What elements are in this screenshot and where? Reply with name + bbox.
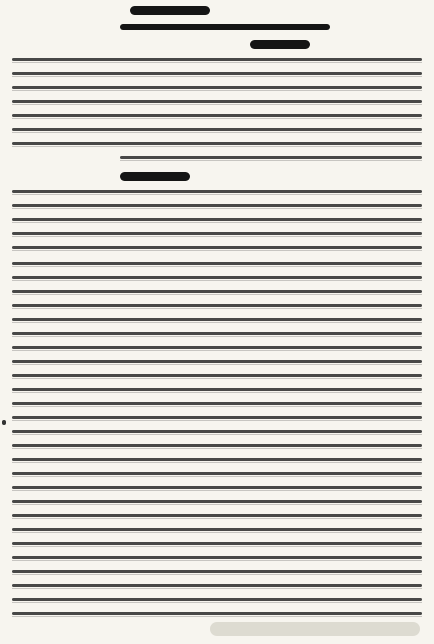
text-line bbox=[12, 612, 422, 615]
text-line bbox=[12, 218, 422, 221]
text-line bbox=[12, 58, 422, 61]
text-line bbox=[12, 332, 422, 335]
text-line bbox=[12, 584, 422, 587]
text-line bbox=[12, 458, 422, 461]
text-line bbox=[120, 156, 422, 159]
text-line bbox=[12, 276, 422, 279]
text-line bbox=[12, 128, 422, 131]
text-line bbox=[12, 360, 422, 363]
text-line bbox=[12, 262, 422, 265]
text-line bbox=[12, 402, 422, 405]
text-line bbox=[12, 304, 422, 307]
text-line bbox=[12, 472, 422, 475]
text-line bbox=[12, 100, 422, 103]
text-line bbox=[12, 486, 422, 489]
text-line bbox=[12, 290, 422, 293]
text-line bbox=[12, 598, 422, 601]
text-line bbox=[12, 232, 422, 235]
text-line bbox=[12, 246, 422, 249]
text-line bbox=[12, 114, 422, 117]
text-line bbox=[12, 556, 422, 559]
text-line bbox=[12, 430, 422, 433]
text-line bbox=[12, 416, 422, 419]
subheading-line bbox=[120, 24, 330, 30]
section-heading-1 bbox=[250, 40, 310, 49]
section-heading-2 bbox=[120, 172, 190, 181]
text-line bbox=[12, 204, 422, 207]
text-line bbox=[12, 190, 422, 193]
text-line bbox=[12, 346, 422, 349]
watermark bbox=[210, 622, 420, 636]
text-line bbox=[12, 388, 422, 391]
text-line bbox=[12, 528, 422, 531]
text-line bbox=[12, 514, 422, 517]
text-line bbox=[12, 374, 422, 377]
text-line bbox=[12, 444, 422, 447]
text-line bbox=[12, 570, 422, 573]
text-line bbox=[12, 72, 422, 75]
margin-mark bbox=[2, 420, 6, 425]
text-line bbox=[12, 86, 422, 89]
text-line bbox=[12, 500, 422, 503]
text-line bbox=[12, 318, 422, 321]
text-line bbox=[12, 142, 422, 145]
page-header-calligraphy bbox=[130, 6, 210, 15]
text-line bbox=[12, 542, 422, 545]
